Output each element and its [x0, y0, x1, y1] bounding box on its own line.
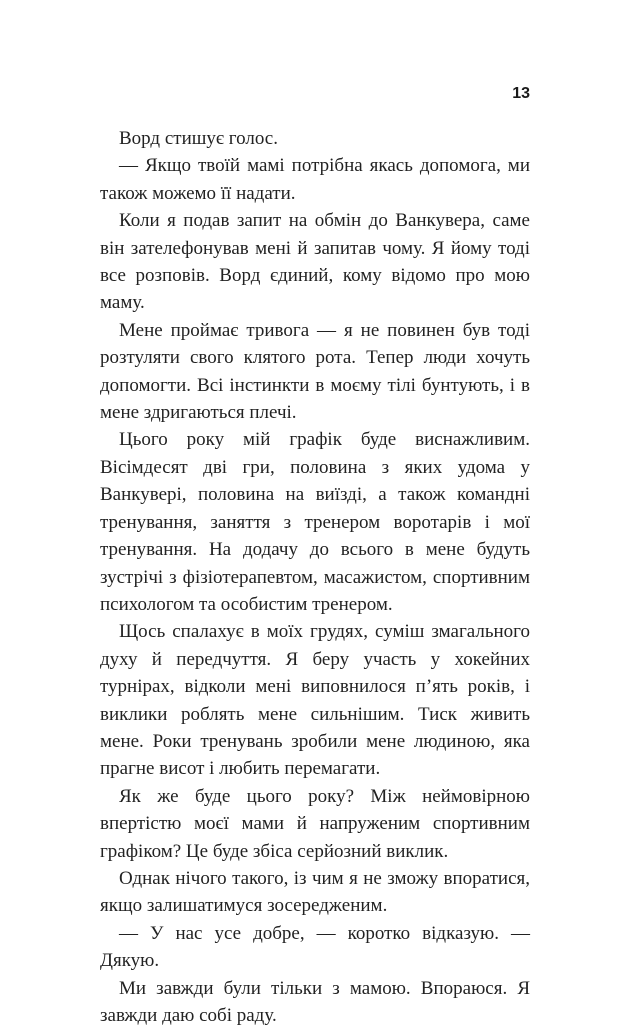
- paragraph: Ворд стишує голос.: [119, 128, 278, 149]
- paragraph: Мене проймає тривога — я не повинен був тоді розтуляти свого клятого рота. Тепер люди хочуть допомогти. Всі інстинкти в моєму тілі бунтують, і в мене здригаються плечі.: [100, 319, 530, 424]
- paragraph: Однак нічого такого, із чим я не зможу впоратися, якщо залишатимуся зосередженим.: [100, 867, 530, 917]
- paragraph: Як же буде цього року? Між неймовірною впертістю моєї мами й напруженим спортивним графіком? Це буде збіса серйозний виклик.: [100, 785, 530, 862]
- paragraph: Щось спалахує в моїх грудях, суміш змагального духу й передчуття. Я беру участь у хокейних турнірах, відколи мені виповнилося п’ять років, і виклики роблять мене сильнішим. Тиск живить мене. Роки тренувань зробили мене людиною, яка прагне висот і любить перемагати.: [100, 621, 530, 780]
- paragraph: Коли я подав запит на обмін до Ванкувера, саме він зателефонував мені й запитав чому. Я йому тоді все розповів. Ворд єдиний, кому відомо про мою маму.: [100, 210, 530, 314]
- page-number: 13: [512, 85, 530, 102]
- paragraph: — Якщо твоїй мамі потрібна якась допомога, ми також можемо її надати.: [100, 155, 530, 204]
- paragraph: Ми завжди були тільки з мамою. Впораюся. Я завжди даю собі раду.: [100, 977, 530, 1026]
- body-text: [100, 125, 530, 1029]
- paragraph: Цього року мій графік буде виснажливим. Вісімдесят дві гри, половина з яких удома у Ванкувері, половина на виїзді, а також командні тренування, заняття з тренером воротарів і мої тренування. На додачу до всього в мене будуть зустрічі з фізіотерапевтом, масажистом, спортивним психологом та особистим тренером.: [100, 429, 530, 615]
- paragraph: — У нас усе добре, — коротко відказую. — Дякую.: [100, 922, 530, 972]
